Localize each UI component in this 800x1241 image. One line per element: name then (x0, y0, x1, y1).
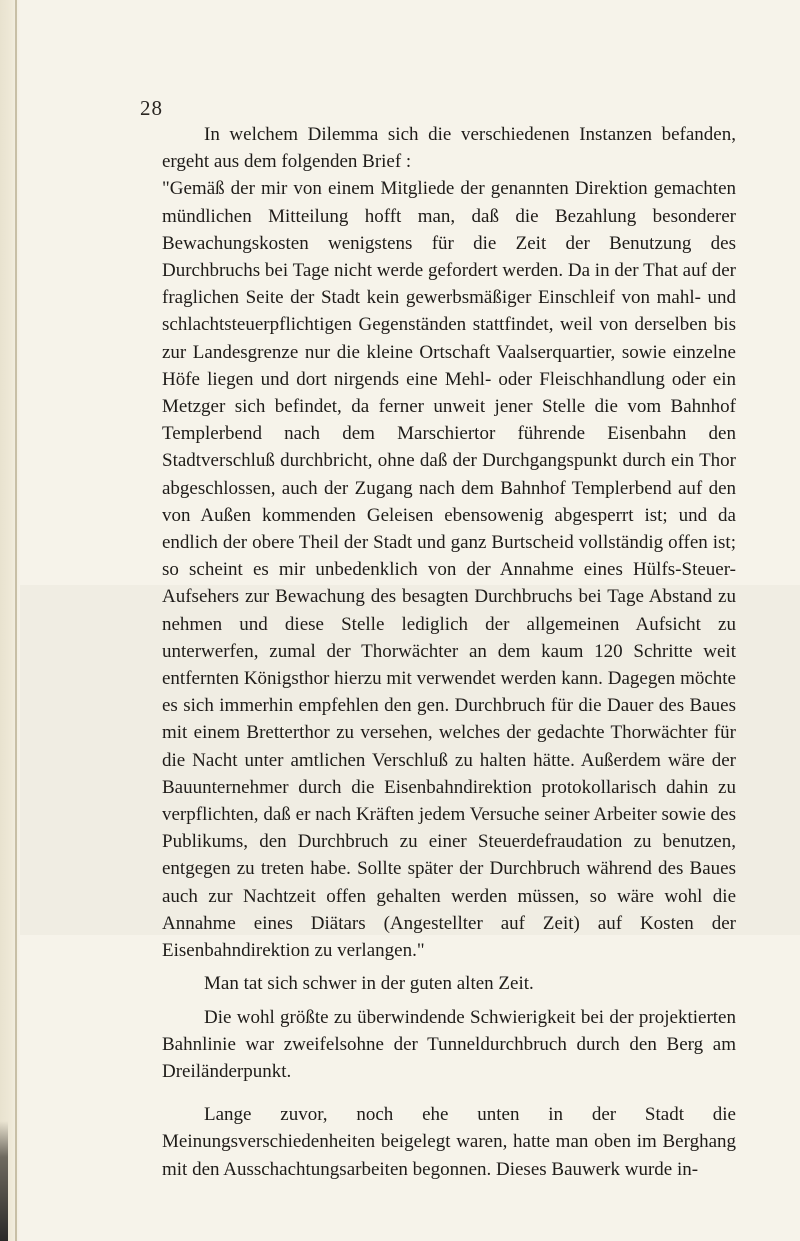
paragraph-letter-quote: "Gemäß der mir von einem Mitgliede der genannten Direktion gemachten mündlichen Mitteilung hofft man, daß die Bezahlung besonderer Bewachungskosten wenigstens für die Zeit der Benutzung des Durchbruchs bei Tage nicht werde gefordert werden. Da in der That auf der fraglichen Seite der Stadt kein gewerbsmäßiger Einschleif von mahl- und schlachtsteuerpflichtigen Gegenständen stattfindet, weil von derselben bis zur Landesgrenze nur die kleine Ortschaft Vaalserquartier, sowie einzelne Höfe liegen und dort nirgends eine Mehl- oder Fleischhandlung oder ein Metzger sich befindet, da ferner unweit jener Stelle die vom Bahnhof Templerbend nach dem Marschiertor führende Eisenbahn den Stadtverschluß durchbricht, ohne daß der Durchgangspunkt durch ein Thor abgeschlossen, auch der Zugang nach dem Bahnhof Templerbend auf den von Außen kommenden Geleisen ebensowenig abgesperrt ist; und da endlich der obere Theil der Stadt und ganz Burtscheid vollständig offen ist; so scheint es mir unbedenklich von der Annahme eines Hülfs-Steuer-Aufsehers zur Bewachung des besagten Durchbruchs bei Tage Abstand zu nehmen und diese Stelle lediglich der allgemeinen Aufsicht zu unterwerfen, zumal der Thorwächter an dem kaum 120 Schritte weit entfernten Königsthor hierzu mit verwendet werden kann. Dagegen möchte es sich immerhin empfehlen den gen. Durchbruch für die Dauer des Baues mit einem Bretterthor zu versehen, welches der gedachte Thorwächter für die Nacht unter amtlichen Verschluß zu halten hätte. Außerdem wäre der Bauunternehmer durch die Eisenbahndirektion protokollarisch dahin zu verpflichten, daß er nach Kräften jedem Versuche seiner Arbeiter sowie des Publikums, den Durchbruch zu einer Steuerdefraudation zu benutzen, entgegen zu treten habe. Sollte später der Durchbruch während des Baues auch zur Nachtzeit offen gehalten werden müssen, so wäre wohl die Annahme eines Diätars (Angestellter auf Zeit) auf Kosten der Eisenbahndirektion zu verlangen." (162, 178, 736, 962)
paragraph-excavation: Lange zuvor, noch ehe unten in der Stadt die Meinungsverschiedenheiten beigelegt waren, hatte man oben im Berghang mit den Ausschachtungsarbeiten begonnen. Dieses Bauwerk wurde in- (162, 1104, 736, 1180)
body-text (162, 121, 736, 1183)
spine-edge-line (15, 0, 17, 1241)
paragraph-tunnel-difficulty: Die wohl größte zu überwindende Schwierigkeit bei der projektierten Bahnlinie war zweifelsohne der Tunneldurchbruch durch den Berg am Dreiländerpunkt. (162, 1006, 736, 1082)
book-spine (0, 0, 20, 1241)
spine-shadow (0, 1121, 8, 1241)
paragraph-remark: Man tat sich schwer in der guten alten Zeit. (204, 973, 534, 995)
page-number: 28 (140, 96, 163, 120)
paragraph-intro: In welchem Dilemma sich die verschiedenen Instanzen befanden, ergeht aus dem folgenden Brief : (162, 124, 736, 173)
